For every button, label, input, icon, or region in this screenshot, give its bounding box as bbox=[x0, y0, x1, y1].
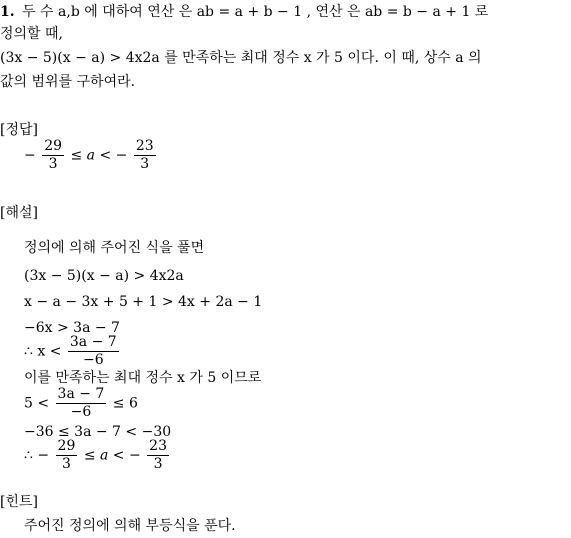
problem-line-4: 값의 범위를 구하여라. bbox=[0, 74, 136, 90]
problem-line-2: 정의할 때, bbox=[0, 26, 63, 42]
step7-suffix: ≤ 6 bbox=[112, 395, 138, 412]
step9-fraction-left bbox=[56, 438, 78, 473]
answer-middle: ≤ a < − bbox=[70, 147, 128, 164]
solution-step-3: x − a − 3x + 5 + 1 > 4x + 2a − 1 bbox=[24, 294, 263, 310]
step5-denominator: −6 bbox=[82, 352, 104, 368]
step9-middle: ≤ a < − bbox=[83, 447, 141, 464]
solution-step-9 bbox=[24, 438, 171, 473]
step7-fraction bbox=[56, 386, 107, 421]
solution-step-6: 이를 만족하는 최대 정수 x 가 5 이므로 bbox=[24, 370, 262, 386]
hint-label: [힌트] bbox=[0, 494, 38, 510]
step9-prefix: ∴ − bbox=[24, 447, 50, 464]
solution-step-7 bbox=[24, 386, 138, 421]
answer-left-numerator: 29 bbox=[44, 138, 63, 154]
hint-text: 주어진 정의에 의해 부등식을 푼다. bbox=[24, 518, 236, 534]
answer-expression bbox=[24, 138, 158, 173]
problem-text-1: 두 수 a,b 에 대하여 연산 은 ab = a + b − 1 , 연산 은 ab = b − a + 1 로 bbox=[22, 4, 489, 20]
step9-right-numerator: 23 bbox=[149, 438, 167, 454]
step5-fraction bbox=[68, 334, 119, 369]
solution-label: [해설] bbox=[0, 205, 38, 221]
step7-denominator: −6 bbox=[70, 404, 92, 420]
step5-prefix: ∴ x < bbox=[24, 343, 62, 360]
answer-label: [정답] bbox=[0, 122, 38, 138]
answer-sign: − bbox=[24, 147, 36, 164]
problem-number: 1. bbox=[0, 4, 15, 20]
answer-left-denominator: 3 bbox=[48, 156, 58, 172]
step9-fraction-right bbox=[147, 438, 169, 473]
step7-numerator: 3a − 7 bbox=[57, 386, 105, 402]
answer-right-numerator: 23 bbox=[135, 138, 154, 154]
answer-fraction-left bbox=[42, 138, 64, 173]
step5-numerator: 3a − 7 bbox=[69, 334, 117, 350]
problem-line-1 bbox=[0, 2, 488, 22]
answer-right-denominator: 3 bbox=[140, 156, 150, 172]
step7-prefix: 5 < bbox=[24, 395, 50, 412]
solution-step-2: (3x − 5)(x − a) > 4x2a bbox=[24, 268, 184, 284]
solution-step-5 bbox=[24, 334, 121, 369]
solution-step-1: 정의에 의해 주어진 식을 풀면 bbox=[24, 240, 205, 256]
step9-left-numerator: 29 bbox=[57, 438, 76, 454]
step9-right-denominator: 3 bbox=[153, 456, 163, 472]
step9-left-denominator: 3 bbox=[62, 456, 71, 472]
answer-fraction-right bbox=[134, 138, 156, 173]
problem-line-3: (3x − 5)(x − a) > 4x2a 를 만족하는 최대 정수 x 가 5 이다. 이 때, 상수 a 의 bbox=[0, 50, 482, 66]
solution-step-4: −6x > 3a − 7 bbox=[24, 320, 120, 336]
solution-step-8: −36 ≤ 3a − 7 < −30 bbox=[24, 424, 172, 440]
